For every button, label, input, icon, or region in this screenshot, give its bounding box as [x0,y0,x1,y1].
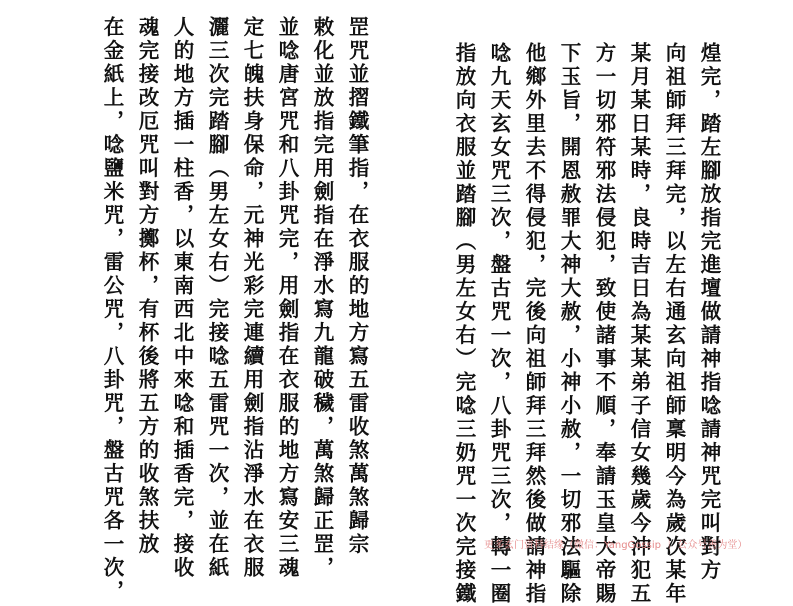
right-page [452,0,722,606]
text-column: 下玉旨，開恩赦罪大神大赦，小神小赦，一切邪法驅除 [557,42,581,606]
text-column: 唸九天玄女咒三次，盤古咒一次，八卦咒三次，轉一圈 [487,42,511,606]
watermark-text: 更多玄门资料结缘（微信：YangGossip ｜ 公众号善为堂） [484,540,748,551]
text-column: 某月某日某時，良時吉日為某某弟子信女幾歲今沖犯五 [627,42,651,606]
left-page [80,0,370,604]
text-column: 敕化並放指完用劍指在淨水寫九龍破穢，萬煞歸正罡， [310,16,334,580]
text-column: 煌完，踏左腳放指完進壇做請神指唸請神咒完叫對方 [697,42,721,583]
text-column: 他鄉外里去不得侵犯，完後向祖師拜三拜然後做請神指 [522,42,546,606]
text-column: 定七魄扶身保命，元神光彩完連續用劍指沾淨水在衣服 [240,16,264,580]
text-column: 指放向衣服並踏腳（男左女右）完唸三奶咒一次完接鐵 [452,42,476,606]
text-column: 灑三次完踏腳（男左女右）完接唸五雷咒一次，並在紙 [205,16,229,580]
text-column: 罡咒並摺鐵筆指，在衣服的地方寫五雷收煞萬煞歸宗 [345,16,369,557]
text-column: 魂完接改厄咒叫對方擲杯，有杯後將五方的收煞扶放 [135,16,159,557]
text-column: 人的地方插一柱香，以東南西北中來唸和插香完，接收 [170,16,194,580]
text-column: 在金紙上，唸鹽米咒，雷公咒，八卦咒，盤古咒各一次， [100,16,124,604]
text-column: 方一切邪符邪法侵犯，致使諸事不順，奉請玉皇大帝賜 [592,42,616,606]
text-column: 並唸唐宮咒和八卦咒完，用劍指在衣服的地方寫安三魂 [275,16,299,580]
text-column: 向祖師拜三拜完，以左右通玄向祖師稟明今為歲次某年 [662,42,686,606]
